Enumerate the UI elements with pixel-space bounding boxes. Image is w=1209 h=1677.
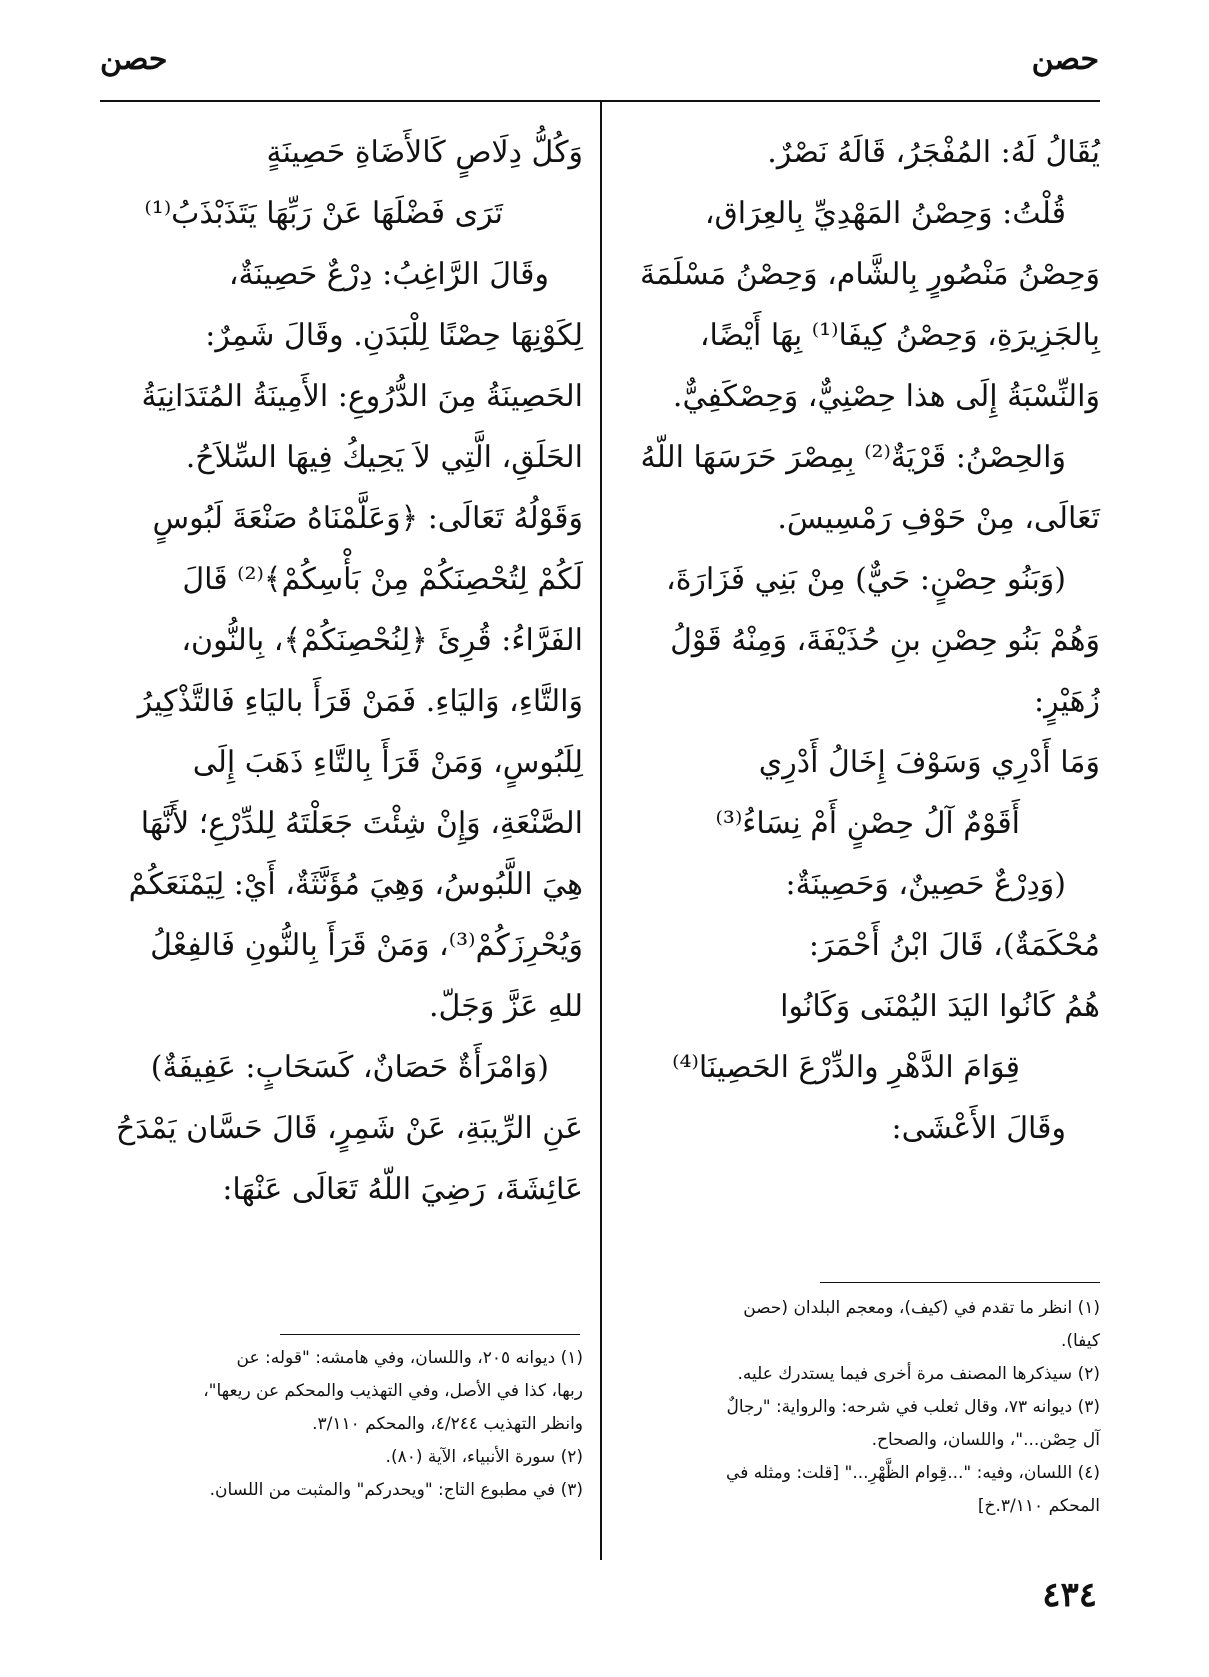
footnote: كيفا). — [1060, 1331, 1100, 1351]
verse-line: وَكُلُّ دِلَاصٍ كَالأَضَاةِ حَصِينَةٍ — [266, 135, 583, 170]
text-line: بِالجَزِيرَةِ، وَحِصْنُ كِيفَا⁽¹⁾ بِهَا أَيْضًا، — [699, 318, 1100, 353]
footnote-rule-right — [820, 1282, 1100, 1283]
page-number: ٤٣٤ — [1042, 1575, 1097, 1615]
footnote: المحكم ٣/١١٠.خ] — [977, 1496, 1100, 1516]
footnote: ربها، كذا في الأصل، وفي التهذيب والمحكم عن ريعها"، — [203, 1381, 583, 1401]
text-line: يُقَالُ لَهُ: المُفْجَرُ، قَالَهُ نَصْرٌ. — [767, 135, 1100, 170]
footnote: (١) ديوانه ٢٠٥، واللسان، وفي هامشه: "قوله: عن — [236, 1348, 583, 1368]
header-left-word: حصن — [100, 42, 168, 77]
text-line: عَائِشَةَ، رَضِيَ اللّهُ تَعَالَى عَنْهَا: — [222, 1172, 583, 1207]
text-line: وَقَوْلُهُ تَعَالَى: ﴿وَعَلَّمْنَاهُ صَنْعَةَ لَبُوسٍ — [152, 501, 583, 536]
text-line: وَحِصْنُ مَنْصُورٍ بِالشَّام، وَحِصْنُ مَسْلَمَةَ — [639, 257, 1100, 292]
footnote: وانظر التهذيب ٤/٢٤٤، والمحكم ٣/١١٠. — [312, 1414, 583, 1434]
header-right-word: حصن — [1031, 42, 1099, 77]
footnote: آل حِصْن..."، واللسان، والصحاح. — [871, 1430, 1100, 1450]
text-line: الصَّنْعَةِ، وَإِنْ شِئْتَ جَعَلْتَهُ لِلدِّرْعِ؛ لأَنَّهَا — [140, 806, 583, 841]
text-line: وقَالَ الرَّاغِبُ: دِرْعٌ حَصِينَةٌ، — [228, 257, 549, 292]
text-line: لَكُمْ لِتُحْصِنَكُمْ مِنْ بَأْسِكُمْ﴾⁽²⁾ قَالَ — [182, 562, 583, 597]
text-line: تَعَالَى، مِنْ حَوْفِ رَمْسِيسَ. — [777, 501, 1100, 536]
footnote: (٤) اللسان، وفيه: "...قِوام الظَّهْرِ..." [قلت: ومثله في — [726, 1463, 1100, 1483]
text-line: وَهُمْ بَنُو حِصْنِ بنِ حُذَيْفَةَ، وَمِنْهُ قَوْلُ — [670, 623, 1100, 658]
text-line: وَيُحْرِزَكُمْ⁽³⁾، وَمَنْ قَرَأَ بِالنُّونِ فَالفِعْلُ — [150, 928, 583, 963]
footnote: (٢) سورة الأنبياء، الآية (٨٠). — [385, 1447, 583, 1467]
text-line: (وَبَنُو حِصْنٍ: حَيٌّ) مِنْ بَنِي فَزَارَةَ، — [666, 562, 1066, 597]
verse-line: أَقَوْمٌ آلُ حِصْنٍ أَمْ نِسَاءُ⁽³⁾ — [715, 806, 1020, 841]
text-line: عَنِ الرِّيبَةِ، عَنْ شَمِرٍ، قَالَ حَسَّان يَمْدَحُ — [115, 1111, 583, 1146]
footnote: (٢) سيذكرها المصنف مرة أخرى فيما يستدرك عليه. — [737, 1364, 1100, 1384]
text-line: الفَرَّاءُ: قُرِئَ ﴿لِنُحْصِنَكُمْ﴾، بِالنُّون، — [181, 623, 583, 658]
text-line: لِلَبُوسٍ، وَمَنْ قَرَأَ بِالتَّاءِ ذَهَبَ إِلَى — [192, 745, 583, 780]
text-line: لِكَوْنِهَا حِصْنًا لِلْبَدَنِ. وقَالَ شَمِرٌ: — [205, 318, 583, 353]
verse-line: قِوَامَ الدَّهْرِ والدِّرْعَ الحَصِينَا⁽⁴⁾ — [672, 1050, 1020, 1085]
footnotes-left — [118, 1342, 583, 1507]
footnote-rule-left — [280, 1334, 580, 1335]
footnote: (٣) ديوانه ٧٣، وقال ثعلب في شرحه: والرواية: "رجالٌ — [726, 1397, 1100, 1417]
verse-line: وَمَا أَدْرِي وَسَوْفَ إِخَالُ أَدْرِي — [758, 745, 1100, 780]
verse-line: هُمُ كَانُوا اليَدَ اليُمْنَى وَكَانُوا — [780, 989, 1100, 1024]
left-column — [115, 122, 583, 1220]
text-line: قُلْتُ: وَحِصْنُ المَهْدِيِّ بِالعِرَاق، — [704, 196, 1066, 231]
text-line: مُحْكَمَةٌ)، قَالَ ابْنُ أَحْمَرَ: — [808, 928, 1100, 963]
text-line: الحَصِينَةُ مِنَ الدُّرُوعِ: الأَمِينَةُ المُتَدَانِيَةُ — [141, 379, 583, 414]
text-line: زُهَيْرٍ: — [1033, 684, 1100, 719]
footnote: (٣) في مطبوع التاج: "ويحدركم" والمثبت من اللسان. — [209, 1480, 583, 1500]
footnote: (١) انظر ما تقدم في (كيف)، ومعجم البلدان (حصن — [743, 1298, 1100, 1318]
text-line: للهِ عَزَّ وَجَلّ. — [429, 989, 583, 1024]
verse-line: تَرَى فَضْلَهَا عَنْ رَبِّهَا يَتَذَبْذَبُ⁽¹⁾ — [144, 196, 503, 231]
text-line: (وَدِرْعٌ حَصِينٌ، وَحَصِينَةٌ: — [785, 867, 1066, 902]
text-line: وَالحِصْنُ: قَرْيَةٌ⁽²⁾ بِمِصْرَ حَرَسَهَا اللّهُ — [640, 440, 1066, 475]
text-line: وَالنِّسْبَةُ إِلَى هذا حِصْنِيٌّ، وَحِصْكَفِيٌّ. — [672, 379, 1100, 414]
text-line: وَالتَّاءِ، وَاليَاءِ. فَمَنْ قَرَأَ باليَاءِ فَالتَّذْكِيرُ — [137, 684, 583, 719]
text-line: الحَلَقِ، الَّتِي لاَ يَحِيكُ فِيهَا السِّلاَحُ. — [185, 440, 583, 475]
text-line: وقَالَ الأَعْشَى: — [891, 1111, 1066, 1146]
right-column — [630, 122, 1100, 1159]
text-line: (وَامْرَأَةٌ حَصَانٌ، كَسَحَابٍ: عَفِيفَةٌ) — [150, 1050, 549, 1085]
text-line: هِيَ اللَّبُوسُ، وَهِيَ مُؤَنَّثَةٌ، أَيْ: لِيَمْنَعَكُمْ — [128, 867, 583, 902]
column-divider — [600, 100, 602, 1560]
footnotes-right — [635, 1292, 1100, 1523]
